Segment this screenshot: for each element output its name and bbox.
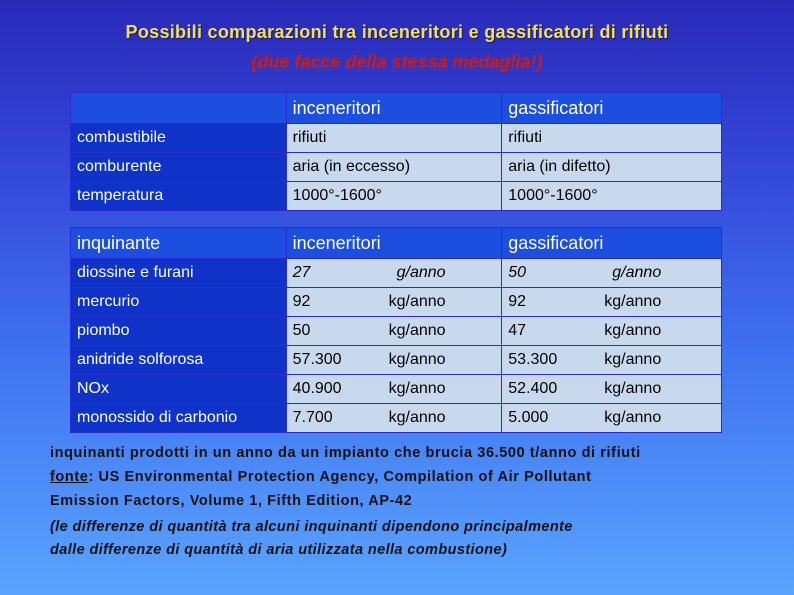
- table-row: [71, 153, 722, 182]
- header-cell-inceneritori: inceneritori: [286, 93, 502, 124]
- cell-gassificatori: [502, 288, 722, 317]
- row-label: anidride solforosa: [71, 346, 287, 375]
- slide-title: Possibili comparazioni tra inceneritori e gassificatori di rifiuti: [125, 22, 669, 42]
- unit: kg/anno: [604, 351, 662, 368]
- cell-gassificatori: [502, 259, 722, 288]
- value: 92: [292, 293, 311, 310]
- cell-inceneritori: [286, 375, 502, 404]
- note-line: (le differenze di quantità tra alcuni inquinanti dipendono principalmente: [50, 519, 573, 535]
- table-row: [71, 124, 722, 153]
- explanation-note: [50, 516, 770, 562]
- value: 7.700: [292, 409, 333, 426]
- cell-gassificatori: [502, 375, 722, 404]
- value: 40.900: [292, 380, 342, 397]
- cell-gassificatori: [502, 317, 722, 346]
- value: 5.000: [508, 409, 549, 426]
- source-label: fonte: [50, 469, 89, 485]
- row-label: comburente: [71, 153, 287, 182]
- cell-inceneritori: [286, 259, 502, 288]
- unit: kg/anno: [604, 293, 662, 310]
- value: 52.400: [508, 380, 558, 397]
- note-line: Emission Factors, Volume 1, Fifth Edition, AP-42: [50, 493, 413, 509]
- table-row: [71, 317, 722, 346]
- value: 50: [508, 264, 527, 281]
- cell-inceneritori: [286, 404, 502, 433]
- cell-inceneritori: [286, 288, 502, 317]
- value: 57.300: [292, 351, 342, 368]
- table-row: [71, 182, 722, 211]
- cell-gassificatori: aria (in difetto): [502, 153, 722, 182]
- row-label: temperatura: [71, 182, 287, 211]
- cell-gassificatori: [502, 404, 722, 433]
- row-label: combustibile: [71, 124, 287, 153]
- table-row: [71, 375, 722, 404]
- value: 47: [508, 322, 527, 339]
- table-header-row: [71, 93, 722, 124]
- header-cell-inquinante: inquinante: [71, 228, 287, 259]
- value: 92: [508, 293, 527, 310]
- header-cell-gassificatori: gassificatori: [502, 228, 722, 259]
- row-label: piombo: [71, 317, 287, 346]
- table-row: [71, 404, 722, 433]
- note-line: dalle differenze di quantità di aria utilizzata nella combustione): [50, 542, 508, 558]
- note-line: inquinanti prodotti in un anno da un impianto che brucia 36.500 t/anno di rifiuti: [50, 445, 641, 461]
- unit: g/anno: [396, 264, 446, 281]
- source-text: : US Environmental Protection Agency, Compilation of Air Pollutant: [88, 469, 592, 485]
- unit: kg/anno: [388, 409, 446, 426]
- unit: kg/anno: [388, 322, 446, 339]
- value: 50: [292, 322, 311, 339]
- table-row: [71, 346, 722, 375]
- cell-inceneritori: [286, 346, 502, 375]
- value: 53.300: [508, 351, 558, 368]
- cell-inceneritori: [286, 317, 502, 346]
- row-label: diossine e furani: [71, 259, 287, 288]
- comparison-table: [70, 92, 722, 211]
- row-label: monossido di carbonio: [71, 404, 287, 433]
- cell-inceneritori: aria (in eccesso): [286, 153, 502, 182]
- header-cell-empty: [71, 93, 287, 124]
- row-label: mercurio: [71, 288, 287, 317]
- source-note: [50, 441, 770, 513]
- table-row: [71, 259, 722, 288]
- header-cell-inceneritori: inceneritori: [286, 228, 502, 259]
- pollutants-table: [70, 227, 722, 433]
- unit: kg/anno: [604, 322, 662, 339]
- value: 27: [292, 264, 311, 281]
- unit: kg/anno: [388, 351, 446, 368]
- unit: kg/anno: [388, 380, 446, 397]
- table-header-row: [71, 228, 722, 259]
- cell-inceneritori: 1000°-1600°: [286, 182, 502, 211]
- unit: kg/anno: [604, 380, 662, 397]
- slide-subtitle: (due facce della stessa medaglia!): [251, 52, 543, 72]
- unit: g/anno: [612, 264, 662, 281]
- cell-gassificatori: 1000°-1600°: [502, 182, 722, 211]
- note-source-line: [50, 465, 770, 489]
- cell-gassificatori: rifiuti: [502, 124, 722, 153]
- cell-inceneritori: rifiuti: [286, 124, 502, 153]
- cell-gassificatori: [502, 346, 722, 375]
- unit: kg/anno: [604, 409, 662, 426]
- header-cell-gassificatori: gassificatori: [502, 93, 722, 124]
- table-row: [71, 288, 722, 317]
- unit: kg/anno: [388, 293, 446, 310]
- row-label: NOx: [71, 375, 287, 404]
